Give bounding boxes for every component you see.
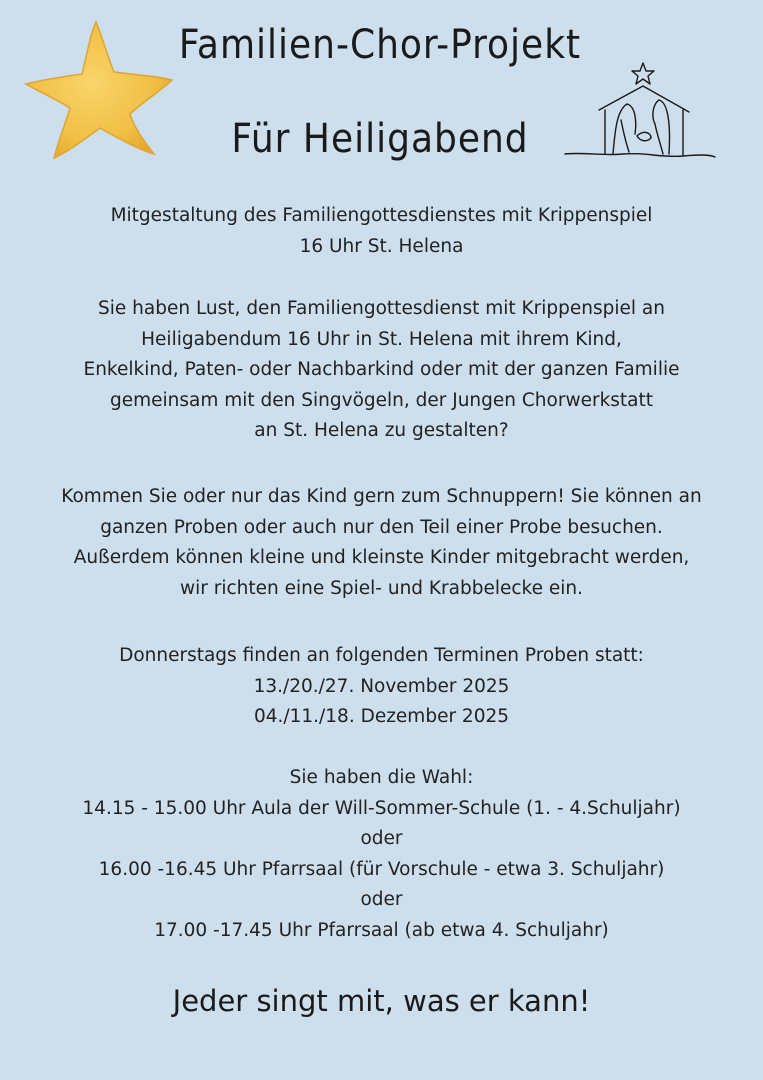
invite-line: Heiligabendum 16 Uhr in St. Helena mit ihrem Kind,: [141, 328, 622, 350]
intro-line: Mitgestaltung des Familiengottesdienstes mit Krippenspiel: [110, 205, 653, 226]
trial-line: wir richten eine Spiel- und Krabbelecke ein.: [179, 577, 583, 599]
nativity-scene-icon: [563, 60, 718, 165]
trial-line: Außerdem können kleine und kleinste Kinder mitgebracht werden,: [73, 547, 690, 568]
rehearsal-dates: [0, 641, 763, 733]
star-icon: [24, 18, 176, 160]
page-title: [170, 22, 590, 68]
intro-paragraph: [0, 201, 763, 262]
choice-line: 16.00 -16.45 Uhr Pfarrsaal (für Vorschule - etwa 3. Schuljahr): [98, 858, 665, 880]
page-subtitle: [170, 116, 590, 162]
trial-line: ganzen Proben oder auch nur den Teil einer Probe besuchen.: [100, 516, 663, 538]
trial-paragraph: [0, 482, 763, 604]
closing-slogan: Jeder singt mit, was er kann!: [172, 984, 591, 1018]
invite-line: Enkelkind, Paten- oder Nachbarkind oder mit der ganzen Familie: [83, 359, 680, 380]
choice-line: 17.00 -17.45 Uhr Pfarrsaal (ab etwa 4. Schuljahr): [154, 919, 609, 941]
title-line-2: Für Heiligabend: [231, 116, 529, 162]
invite-line: gemeinsam mit den Singvögeln, der Jungen Chorwerkstatt: [109, 389, 654, 411]
choice-line: 14.15 - 15.00 Uhr Aula der Will-Sommer-Schule (1. - 4.Schuljahr): [82, 797, 681, 819]
dates-line: Donnerstags finden an folgenden Terminen Proben statt:: [119, 645, 644, 666]
time-choice: [0, 763, 763, 946]
choice-line: Sie haben die Wahl:: [289, 767, 474, 788]
trial-line: Kommen Sie oder nur das Kind gern zum Schnuppern! Sie können an: [61, 486, 702, 507]
invite-line: Sie haben Lust, den Familiengottesdienst mit Krippenspiel an: [98, 298, 665, 319]
dates-line: 04./11./18. Dezember 2025: [253, 706, 510, 727]
intro-line: 16 Uhr St. Helena: [299, 235, 464, 257]
choice-line: oder: [360, 828, 403, 849]
title-line-1: Familien-Chor-Projekt: [178, 22, 582, 68]
invitation-paragraph: [0, 294, 763, 447]
dates-line: 13./20./27. November 2025: [253, 675, 510, 697]
invite-line: an St. Helena zu gestalten?: [254, 420, 509, 441]
choice-line: oder: [360, 889, 403, 910]
